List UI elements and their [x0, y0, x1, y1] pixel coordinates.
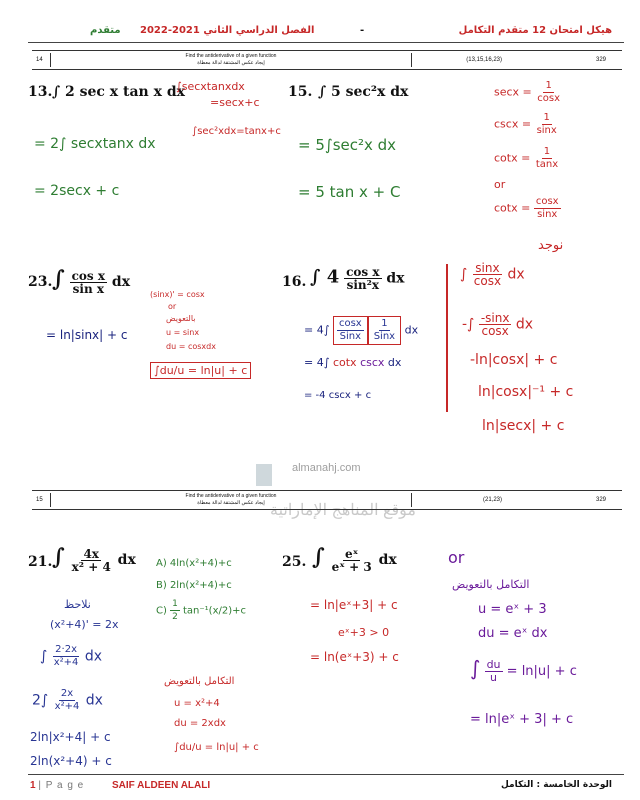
problem-21-sub-integral: ∫du/u = ln|u| + c [174, 742, 259, 753]
problem-25-alt-title: التكامل بالتعويض [452, 578, 530, 591]
problem-21-step-4: 2ln(x²+4) + c [30, 754, 112, 768]
footer-unit: الوحدة الخامسة : التكامل [501, 780, 612, 790]
problem-21-option-a: A) 4ln(x²+4)+c [156, 558, 232, 569]
band-items: (13,15,16,23) [466, 57, 502, 63]
problem-21-integral: ∫ $\frac{4x}{\text{x² + 4}}$ dx [52, 544, 136, 574]
identity-or: or [494, 178, 506, 191]
footer-author: SAIF ALDEEN ALALI [112, 780, 211, 791]
header-dash: - [360, 25, 365, 36]
problem-23-answer: = ln|sinx| + c [46, 328, 128, 342]
problem-25-label: 25. [282, 554, 307, 570]
problem-13-integral: ∫ 2 sec x tan x dx [52, 84, 185, 100]
problem-21-sub-du: du = 2xdx [174, 718, 226, 729]
problem-23-hint-5: du = cosxdx [166, 342, 216, 351]
right-note-divider [446, 264, 448, 412]
band-objective: Find the antiderivative of a given function إيجاد عكس المشتقة لدالة معطاة [50, 53, 412, 67]
problem-21-sub-title: التكامل بالتعويض [164, 676, 235, 687]
problem-21-option-c: C) $\frac{1}{2}$ tan⁻¹(x/2)+c [156, 599, 247, 622]
watermark-arabic: موقع المناهج الإماراتية [270, 502, 416, 519]
problem-16-label: 16. [282, 274, 307, 290]
right-note-line-2: -∫ $\frac{-\sin x}{\cos x}$ dx [462, 311, 534, 338]
band-num: 15 [36, 497, 43, 503]
problem-21-step-1: ∫ $\frac{2\cdot 2x}{\text{x²+4}}$ dx [40, 644, 103, 668]
problem-21-option-b: B) 2ln(x²+4)+c [156, 580, 232, 591]
problem-15-integral: ∫ 5 sec²x dx [318, 84, 409, 100]
problem-23-hint-2: or [168, 302, 177, 311]
right-note-line-4: ln|cosx|⁻¹ + c [478, 384, 574, 400]
problem-13-note-2: ∫sec²xdx=tanx+c [192, 126, 281, 137]
problem-21-note-derivative: (x²+4)' = 2x [50, 618, 119, 631]
problem-13-step-2: = 2secx + c [34, 183, 120, 199]
band-items: (21,23) [482, 497, 502, 503]
header-level: متقدم [90, 25, 121, 36]
problem-23-hint-4: u = sinx [166, 328, 200, 337]
problem-16-step-2: = 4∫ cotx cscx dx [304, 356, 402, 369]
objective-band-2 [32, 490, 622, 510]
header-title: هيكل امتحان 12 متقدم التكامل [458, 25, 612, 36]
problem-25-step-1: = ln|eˣ+3| + c [310, 598, 398, 612]
right-note-line-1: ∫ $\frac{\sin x}{\cos x}$ dx [460, 261, 525, 288]
identity-csc: cscx = $\frac{1}{\sin x}$ [494, 112, 557, 136]
problem-25-alt-u: u = eˣ + 3 [478, 602, 547, 617]
band-page: 329 [595, 57, 606, 63]
header-term: الفصل الدراسي الثاني 2021-2022 [140, 25, 315, 36]
band-objective: Find the antiderivative of a given function إيجاد عكس المشتقة لدالة معطاة [50, 493, 412, 507]
problem-23-integral: ∫ $\frac{\text{cos x}}{\text{sin x}}$ dx [52, 266, 131, 296]
problem-16-step-3: = -4 cscx + c [304, 390, 372, 401]
problem-25-alt-du: du = eˣ dx [478, 626, 548, 641]
problem-16-step-1: = 4∫ $\frac{\cos x}{\text{Sinx}}$ $\frac{1}{\text{Sinx}}$ dx [304, 316, 418, 345]
problem-15-step-1: = 5∫sec²x dx [298, 136, 397, 154]
problem-21-note-arabic: نلاحظ [64, 598, 91, 611]
right-note-line-5: ln|secx| + c [482, 418, 565, 434]
band-page: 329 [595, 497, 606, 503]
problem-21-step-2: 2∫ $\frac{2x}{\text{x²+4}}$ dx [32, 688, 103, 712]
problem-23-label: 23. [28, 274, 53, 290]
problem-23-boxed-formula: ∫du/u = ln|u| + c [150, 362, 251, 379]
problem-25-integral: ∫ $\frac{\text{eˣ}}{\text{eˣ + 3}}$ dx [312, 544, 397, 574]
problem-25-alt-or: or [448, 548, 465, 567]
problem-21-sub-u: u = x²+4 [174, 698, 220, 709]
problem-25-alt-result: = ln|eˣ + 3| + c [470, 712, 574, 727]
footer-rule [28, 774, 624, 775]
footer-page: 1 | P a g e [30, 780, 85, 791]
right-note-line-3: -ln|cosx| + c [470, 352, 558, 368]
problem-15-label: 15. [288, 84, 313, 100]
right-note-title: نوجد [538, 238, 564, 253]
problem-16-integral: ∫ 4 $\frac{\text{cos x}}{\text{sin²x}}$ dx [310, 265, 405, 292]
problem-15-step-2: = 5 tan x + C [298, 183, 401, 201]
problem-13-label: 13. [28, 84, 53, 100]
problem-25-step-3: = ln(eˣ+3) + c [310, 650, 399, 664]
identity-cot: cotx = $\frac{1}{\tan x}$ [494, 146, 559, 170]
identity-sec: secx = $\frac{1}{\cos x}$ [494, 80, 561, 104]
watermark-logo [256, 464, 272, 486]
problem-13-note: ∫secxtanxdx [176, 80, 245, 93]
problem-25-alt-integral: ∫ $\frac{du}{u}$ = ln|u| + c [470, 656, 577, 684]
problem-25-step-2: eˣ+3 > 0 [338, 626, 390, 639]
problem-21-label: 21. [28, 554, 53, 570]
band-num: 14 [36, 57, 43, 63]
problem-21-step-3: 2ln|x²+4| + c [30, 730, 111, 744]
objective-band-1 [32, 50, 622, 70]
header-rule [28, 42, 624, 43]
identity-cot-alt: cotx = $\frac{\cos x}{\sin x}$ [494, 196, 559, 220]
problem-13-note-result: =secx+c [210, 96, 260, 109]
problem-23-hint-3: بالتعويض [166, 314, 196, 323]
problem-23-hint-1: (sinx)' = cosx [150, 290, 205, 299]
problem-13-step-1: = 2∫ secxtanx dx [34, 136, 156, 152]
watermark-url: almanahj.com [292, 462, 361, 474]
